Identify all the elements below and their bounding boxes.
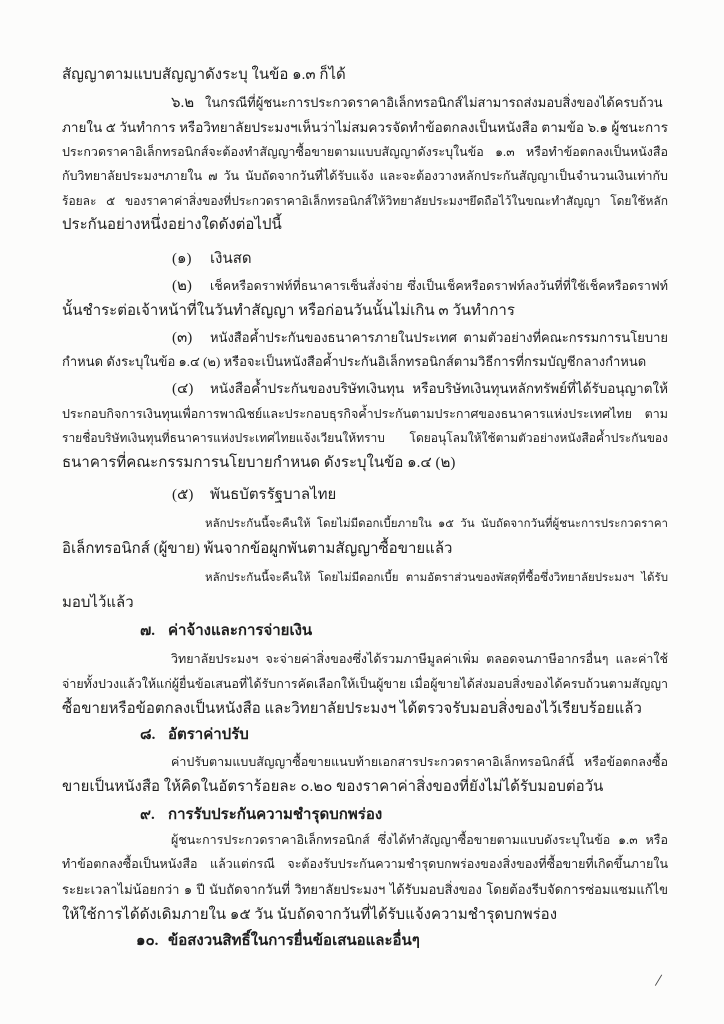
clause-number: ๖.๒ [171, 95, 195, 111]
section-heading: อัตราค่าปรับ [168, 727, 249, 743]
guarantee-line: รายชื่อบริษัทเงินทุนที่ธนาคารแห่งประเทศไทยแจ้งเวียนให้ทราบ โดยอนุโลมให้ใช้ตามตัวอย่างหนังสือค้ำประกันของ [62, 431, 668, 445]
guarantee-line: กำหนด ดังระบุในข้อ ๑.๔ (๒) หรือจะเป็นหนังสือค้ำประกันอิเล็กทรอนิกส์ตามวิธีการที่กรมบัญชีกลางกำหนด [62, 354, 647, 369]
guarantee-line: เงินสด [210, 251, 252, 267]
return-note-line: หลักประกันนี้จะคืนให้ โดยไม่มีดอกเบี้ยภายใน ๑๕ วัน นับถัดจากวันที่ผู้ชนะการประกวดราคา [205, 518, 668, 530]
section-number: ๘. [140, 727, 156, 743]
clause-line: ภายใน ๕ วันทำการ หรือวิทยาลัยประมงฯเห็นว่าไม่สมควรจัดทำข้อตกลงเป็นหนังสือ ตามข้อ ๖.๑ ผู้ชนะการ [62, 120, 668, 135]
guarantee-number: (๓) [172, 330, 193, 346]
section-line: วิทยาลัยประมงฯ จะจ่ายค่าสิ่งของซึ่งได้รวมภาษีมูลค่าเพิ่ม ตลอดจนภาษีอากรอื่นๆ และค่าใช้ [171, 652, 668, 666]
return-note-line: อิเล็กทรอนิกส์ (ผู้ขาย) พ้นจากข้อผูกพันตามสัญญาซื้อขายแล้ว [62, 541, 453, 557]
section-heading: ค่าจ้างและการจ่ายเงิน [168, 623, 313, 639]
section-line: ทำข้อตกลงซื้อเป็นหนังสือ แล้วแต่กรณี จะต้องรับประกันความชำรุดบกพร่องของสิ่งของที่ซื้อขายที่เกิดขึ้นภายใน [62, 857, 668, 871]
guarantee-line: หนังสือค้ำประกันของธนาคารภายในประเทศ ตามตัวอย่างที่คณะกรรมการนโยบาย [210, 330, 668, 345]
clause-line: กับวิทยาลัยประมงฯภายใน ๗ วัน นับถัดจากวันที่ได้รับแจ้ง และจะต้องวางหลักประกันสัญญาเป็นจำนวนเงินเท่ากับ [62, 169, 668, 183]
section-line: ให้ใช้การได้ดังเดิมภายใน ๑๕ วัน นับถัดจากวันที่ได้รับแจ้งความชำรุดบกพร่อง [62, 907, 558, 923]
section-heading: ข้อสงวนสิทธิ์ในการยื่นข้อเสนอและอื่นๆ [168, 933, 420, 949]
guarantee-number: (๔) [172, 381, 194, 397]
clause-line: ในกรณีที่ผู้ชนะการประกวดราคาอิเล็กทรอนิกส์ไม่สามารถส่งมอบสิ่งของได้ครบถ้วน [205, 95, 663, 110]
guarantee-line: หนังสือค้ำประกันของบริษัทเงินทุน หรือบริษัทเงินทุนหลักทรัพย์ที่ได้รับอนุญาตให้ [210, 381, 668, 396]
section-number: ๙. [140, 807, 155, 823]
section-line: ผู้ชนะการประกวดราคาอิเล็กทรอนิกส์ ซึ่งได้ทำสัญญาซื้อขายตามแบบดังระบุในข้อ ๑.๓ หรือ [171, 833, 668, 847]
clause-line: ประกวดราคาอิเล็กทรอนิกส์จะต้องทำสัญญาซื้อขายตามแบบสัญญาดังระบุในข้อ ๑.๓ หรือทำข้อตกลงเป็นหนังสือ [62, 145, 668, 159]
guarantee-line: นั้นชำระต่อเจ้าหน้าที่ในวันทำสัญญา หรือก่อนวันนั้นไม่เกิน ๓ วันทำการ [62, 303, 515, 319]
continuation-line: สัญญาตามแบบสัญญาดังระบุ ในข้อ ๑.๓ ก็ได้ [62, 67, 346, 83]
section-line: ระยะเวลาไม่น้อยกว่า ๑ ปี นับถัดจากวันที่ วิทยาลัยประมงฯ ได้รับมอบสิ่งของ โดยต้องรีบจัดการซ่อมแซมแก้ไข [62, 882, 668, 897]
section-number: ๗. [140, 623, 156, 639]
guarantee-line: พันธบัตรรัฐบาลไทย [210, 487, 337, 503]
section-line: จ่ายทั้งปวงแล้วให้แก่ผู้ยื่นข้อเสนอที่ได้รับการคัดเลือกให้เป็นผู้ขาย เมื่อผู้ขายได้ส่งมอบสิ่งของได้ครบถ้วนตามสัญญา [62, 677, 668, 691]
clause-line: ร้อยละ ๕ ของราคาค่าสิ่งของที่ประกวดราคาอิเล็กทรอนิกส์ให้วิทยาลัยประมงฯยึดถือไว้ในขณะทำสัญญา โดยใช้หลัก [62, 194, 668, 208]
guarantee-number: (๕) [172, 487, 194, 503]
return-note-line: มอบไว้แล้ว [62, 595, 134, 611]
guarantee-line: ธนาคารที่คณะกรรมการนโยบายกำหนด ดังระบุในข้อ ๑.๔ (๒) [62, 455, 456, 471]
clause-line: ประกันอย่างหนึ่งอย่างใดดังต่อไปนี้ [62, 217, 282, 233]
guarantee-number: (๒) [172, 278, 192, 294]
section-line: ขายเป็นหนังสือ ให้คิดในอัตราร้อยละ ๐.๒๐ ของราคาค่าสิ่งของที่ยังไม่ได้รับมอบต่อวัน [62, 779, 604, 795]
margin-mark: / [654, 969, 664, 991]
section-line: ซื้อขายหรือข้อตกลงเป็นหนังสือ และวิทยาลัยประมงฯ ได้ตรวจรับมอบสิ่งของไว้เรียบร้อยแล้ว [62, 701, 642, 717]
section-number: ๑๐. [136, 933, 159, 949]
guarantee-number: (๑) [172, 251, 192, 267]
section-line: ค่าปรับตามแบบสัญญาซื้อขายแนบท้ายเอกสารประกวดราคาอิเล็กทรอนิกส์นี้ หรือข้อตกลงซื้อ [171, 755, 668, 769]
guarantee-line: ประกอบกิจการเงินทุนเพื่อการพาณิชย์และประกอบธุรกิจค้ำประกันตามประกาศของธนาคารแห่งประเทศไทย ตาม [62, 407, 668, 421]
section-heading: การรับประกันความชำรุดบกพร่อง [168, 807, 383, 823]
return-note-line: หลักประกันนี้จะคืนให้ โดยไม่มีดอกเบี้ย ตามอัตราส่วนของพัสดุที่ซื้อซึ่งวิทยาลัยประมงฯ ได้รับ [205, 572, 668, 584]
guarantee-line: เช็คหรือดราฟท์ที่ธนาคารเซ็นสั่งจ่าย ซึ่งเป็นเช็คหรือดราฟท์ลงวันที่ที่ใช้เช็คหรือดราฟท์ [210, 279, 668, 293]
